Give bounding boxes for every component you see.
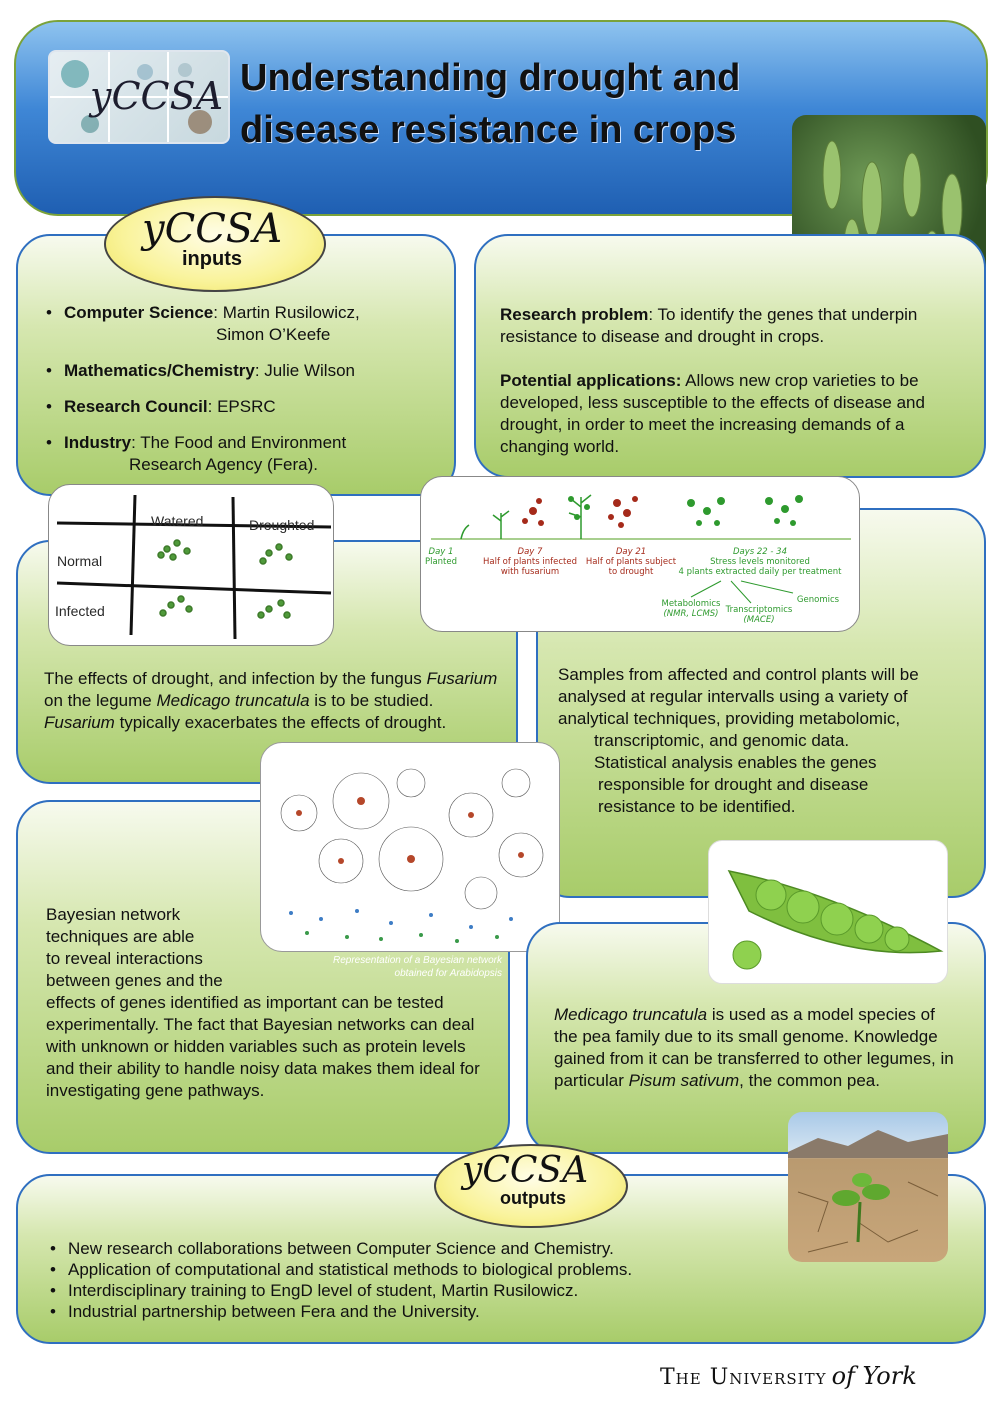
title-line-1: Understanding drought and [240,57,741,99]
outputs-item-3: • Industrial partnership between Fera and the University. [48,1301,768,1322]
inputs-oval-label: inputs [182,248,242,270]
university-name: The University [660,1365,827,1390]
grid-row-normal: Normal [57,553,103,569]
tl-day7: Day 7 Half of plants infected with fusarium [483,547,577,577]
inputs-item-3: • Industry: The Food and Environment Research Agency (Fera). [44,432,444,476]
poster-title [240,52,780,156]
research-problem: Research problem: To identify the genes that underpin resistance to disease and drought in crops. [500,305,918,346]
inputs-list [44,302,444,476]
medicago-text: Medicago truncatula is used as a model species of the pea family due to its small genome. Knowledge gained from it can be transferred to other legumes, in particular Pisum sativum, the common pea. [554,1005,954,1090]
tl-day21: Day 21 Half of plants subject to drought [585,547,677,577]
dry-ground-seedling-photo [788,1112,948,1262]
outputs-item-2: • Interdisciplinary training to EngD level of student, Martin Rusilowicz. [48,1280,768,1301]
timeline-figure-card [420,476,860,632]
ccsa-logo-tile [48,50,230,144]
effects-text: The effects of drought, and infection by the fungus Fusarium on the legume Medicago truncatula is to be studied. Fusarium typically exacerbates the effects of drought. [44,669,498,732]
bayes-caption: Representation of a Bayesian network obtained for Arabidopsis [333,955,502,979]
outputs-item-1: • Application of computational and statistical methods to biological problems. [48,1259,768,1280]
university-york: of York [831,1362,917,1390]
bayes-text: Bayesian network techniques are able to reveal interactions between genes and the effects of genes identified as important can be tested experimentally. The fact that Bayesian networks can deal with unknown or hidden variables such as protein levels and their ability to handle noisy data makes them ideal for investigating gene pathways. [46,905,480,1100]
samples-text: Samples from affected and control plants will be analysed at regular intervalls using a variety of analytical techniques, providing metabolomic, transcriptomic, and genomic data. Statistical analysis enables the genes responsible for drought and disease resistance to be identified. [558,665,919,816]
inputs-item-1: • Mathematics/Chemistry: Julie Wilson [44,360,444,382]
pea-pod-photo [708,840,948,984]
logo-text: yCCSA [90,74,224,118]
tl-day22: Days 22 - 34 Stress levels monitored 4 plants extracted daily per treatment [678,547,842,577]
grid-figure-card [48,484,334,646]
tl-genomics: Genomics [796,595,840,605]
outputs-item-0: • New research collaborations between Computer Science and Chemistry. [48,1238,768,1259]
outputs-oval-label: outputs [500,1188,566,1208]
grid-row-infected: Infected [55,603,105,619]
research-text [500,304,966,458]
outputs-oval-logo: yCCSA [462,1150,589,1191]
inputs-item-0: • Computer Science: Martin Rusilowicz, Simon O’Keefe [44,302,444,346]
research-applications: Potential applications: Allows new crop varieties to be developed, less susceptible to the effects of disease and drought, in order to meet the increasing demands of a changing world. [500,371,925,456]
tl-transcriptomics: Transcriptomics (MACE) [725,605,793,625]
inputs-oval-logo: yCCSA [142,206,283,252]
tl-metabolomics: Metabolomics (NMR, LCMS) [661,599,721,619]
tl-day1: Day 1 Planted [424,547,458,567]
outputs-list [48,1238,768,1322]
university-logo [660,1362,980,1390]
title-line-2: disease resistance in crops [240,109,737,151]
inputs-item-2: • Research Council: EPSRC [44,396,444,418]
grid-col-watered: Watered [151,513,204,529]
grid-col-droughted: Droughted [249,517,315,533]
pea-pod-icon [709,841,948,984]
seedling-icon [788,1112,948,1262]
